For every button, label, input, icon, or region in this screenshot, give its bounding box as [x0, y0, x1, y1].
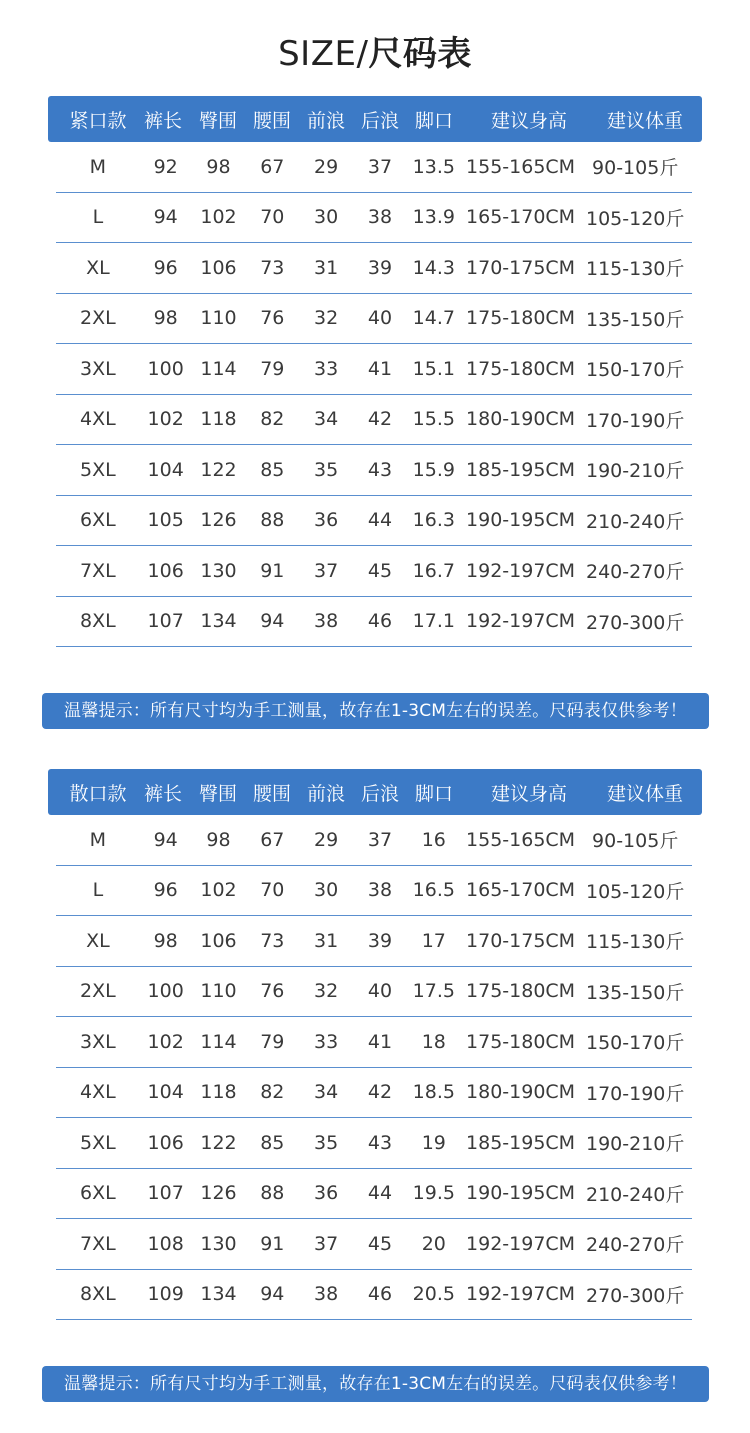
table-cell: 94: [260, 1283, 285, 1306]
table-cell: 108: [147, 1232, 184, 1255]
table-cell: 19: [421, 1131, 446, 1154]
table-cell: 114: [200, 1030, 237, 1053]
table-cell: 41: [367, 357, 393, 380]
table-row: [56, 967, 692, 1018]
column-header: 散口款: [69, 782, 127, 805]
table-row: [56, 1270, 692, 1321]
table-cell: 70: [260, 206, 285, 229]
table-cell: 20.5: [412, 1283, 455, 1306]
table-cell: 114: [200, 357, 237, 380]
column-header: 前浪: [306, 782, 345, 805]
table-cell: 115-130斤: [585, 258, 685, 281]
table-cell: 106: [147, 559, 184, 582]
table-row: [56, 1118, 692, 1169]
column-header: 建议体重: [606, 109, 683, 132]
table-cell: 106: [147, 1131, 184, 1154]
table-cell: 76: [260, 307, 285, 330]
size-label-cell: 4XL: [80, 408, 116, 431]
page-title: [0, 28, 750, 80]
table-cell: 17.5: [412, 980, 455, 1003]
size-label-cell: XL: [86, 929, 110, 952]
table-cell: 240-270斤: [585, 1234, 685, 1257]
table-cell: 30: [314, 206, 339, 229]
table-cell: 44: [367, 1182, 393, 1205]
table-cell: 130: [200, 1232, 237, 1255]
table-cell: 185-195CM: [466, 458, 576, 481]
table-cell: 32: [314, 307, 339, 330]
column-header: 脚口: [414, 782, 453, 805]
table-cell: 126: [200, 509, 237, 532]
table-cell: 270-300斤: [585, 611, 685, 634]
table-cell: 42: [367, 408, 393, 431]
table-cell: 76: [260, 980, 285, 1003]
table-cell: 192-197CM: [466, 1232, 576, 1255]
table-row: [56, 546, 692, 597]
table-cell: 170-190斤: [585, 409, 685, 432]
table-cell: 100: [147, 357, 184, 380]
size-label-cell: 7XL: [80, 1232, 116, 1255]
size-label-cell: 2XL: [80, 307, 116, 330]
size-label-cell: 5XL: [80, 1131, 116, 1154]
column-header: 建议体重: [606, 782, 683, 805]
table-row: [56, 916, 692, 967]
table-cell: 36: [314, 1182, 339, 1205]
table-header: [48, 96, 702, 142]
size-label-cell: 3XL: [80, 357, 116, 380]
table-cell: 37: [314, 1232, 339, 1255]
table-cell: 96: [153, 879, 178, 902]
table-cell: 175-180CM: [466, 307, 576, 330]
table-cell: 105: [147, 509, 184, 532]
table-cell: 155-165CM: [466, 828, 576, 851]
table-cell: 85: [260, 458, 285, 481]
column-header: 腰围: [252, 782, 291, 805]
table-cell: 190-195CM: [466, 509, 576, 532]
table-cell: 170-175CM: [466, 929, 576, 952]
table-cell: 102: [200, 206, 237, 229]
table-cell: 39: [367, 256, 393, 279]
size-label-cell: L: [92, 879, 104, 902]
table-body: [56, 142, 692, 647]
table-cell: 122: [200, 458, 237, 481]
size-label-cell: L: [92, 206, 104, 229]
table-cell: 192-197CM: [466, 610, 576, 633]
table-cell: 16.5: [412, 879, 455, 902]
table-cell: 122: [200, 1131, 237, 1154]
size-table-tight-cuff: [48, 96, 702, 647]
table-cell: 94: [153, 206, 178, 229]
table-cell: 37: [367, 155, 393, 178]
table-cell: 180-190CM: [466, 1081, 576, 1104]
table-cell: 107: [147, 1182, 184, 1205]
table-row: [56, 866, 692, 917]
table-row: [56, 1017, 692, 1068]
table-cell: 170-190斤: [585, 1082, 685, 1105]
table-cell: 43: [367, 1131, 393, 1154]
table-cell: 46: [367, 610, 393, 633]
table-cell: 98: [206, 155, 231, 178]
size-label-cell: 2XL: [80, 980, 116, 1003]
table-cell: 192-197CM: [466, 559, 576, 582]
table-cell: 15.5: [412, 408, 455, 431]
size-label-cell: 8XL: [80, 1283, 116, 1306]
column-header: 后浪: [360, 782, 399, 805]
table-cell: 150-170斤: [585, 1032, 685, 1055]
table-cell: 88: [260, 1182, 285, 1205]
table-row: [56, 496, 692, 547]
table-cell: 118: [200, 408, 237, 431]
table-cell: 110: [200, 307, 237, 330]
column-header: 建议身高: [490, 109, 567, 132]
table-cell: 73: [260, 256, 285, 279]
table-cell: 170-175CM: [466, 256, 576, 279]
table-cell: 38: [367, 879, 393, 902]
table-cell: 14.3: [412, 256, 455, 279]
table-cell: 105-120斤: [585, 207, 685, 230]
size-label-cell: 4XL: [80, 1081, 116, 1104]
table-cell: 16.7: [412, 559, 455, 582]
table-cell: 73: [260, 929, 285, 952]
table-cell: 45: [367, 1232, 393, 1255]
measurement-tip-banner: 温馨提示：所有尺寸均为手工测量，故存在1-3CM左右的误差。尺码表仅供参考！: [42, 1366, 709, 1402]
size-label-cell: 5XL: [80, 458, 116, 481]
table-cell: 17: [421, 929, 446, 952]
table-cell: 175-180CM: [466, 980, 576, 1003]
table-cell: 36: [314, 509, 339, 532]
table-cell: 35: [314, 1131, 339, 1154]
table-cell: 102: [200, 879, 237, 902]
size-label-cell: 6XL: [80, 509, 116, 532]
table-row: [56, 395, 692, 446]
size-label-cell: 8XL: [80, 610, 116, 633]
table-cell: 110: [200, 980, 237, 1003]
table-cell: 134: [200, 1283, 237, 1306]
column-header: 裤长: [144, 782, 183, 805]
table-row: [56, 142, 692, 193]
table-cell: 13.9: [412, 206, 455, 229]
column-header: 前浪: [306, 109, 345, 132]
table-cell: 29: [314, 828, 339, 851]
column-header: 腰围: [252, 109, 291, 132]
table-cell: 180-190CM: [466, 408, 576, 431]
table-cell: 34: [314, 1081, 339, 1104]
table-cell: 104: [147, 1081, 184, 1104]
page-title-cn: 尺码表: [368, 34, 472, 74]
table-cell: 104: [147, 458, 184, 481]
table-cell: 82: [260, 408, 285, 431]
table-cell: 94: [260, 610, 285, 633]
table-row: [56, 1169, 692, 1220]
table-cell: 37: [314, 559, 339, 582]
table-cell: 38: [314, 610, 339, 633]
size-table-loose-cuff: [48, 769, 702, 1320]
column-header: 紧口款: [69, 109, 127, 132]
table-cell: 155-165CM: [466, 155, 576, 178]
table-cell: 20: [421, 1232, 446, 1255]
table-row: [56, 445, 692, 496]
table-cell: 79: [260, 1030, 285, 1053]
table-cell: 13.5: [412, 155, 455, 178]
table-cell: 91: [260, 559, 285, 582]
table-header: [48, 769, 702, 815]
table-cell: 90-105斤: [592, 830, 679, 853]
table-cell: 135-150斤: [585, 308, 685, 331]
column-header: 建议身高: [490, 782, 567, 805]
table-cell: 34: [314, 408, 339, 431]
table-cell: 32: [314, 980, 339, 1003]
table-cell: 42: [367, 1081, 393, 1104]
table-cell: 18: [421, 1030, 446, 1053]
table-cell: 39: [367, 929, 393, 952]
table-cell: 190-210斤: [585, 460, 685, 483]
table-cell: 126: [200, 1182, 237, 1205]
table-cell: 118: [200, 1081, 237, 1104]
table-cell: 88: [260, 509, 285, 532]
table-body: [56, 815, 692, 1320]
size-label-cell: 3XL: [80, 1030, 116, 1053]
table-cell: 67: [260, 828, 285, 851]
table-cell: 38: [314, 1283, 339, 1306]
table-cell: 106: [200, 929, 237, 952]
size-label-cell: XL: [86, 256, 110, 279]
table-cell: 102: [147, 408, 184, 431]
table-cell: 33: [314, 357, 339, 380]
table-cell: 43: [367, 458, 393, 481]
table-cell: 105-120斤: [585, 880, 685, 903]
column-header: 脚口: [414, 109, 453, 132]
column-header: 臀围: [198, 109, 237, 132]
table-row: [56, 193, 692, 244]
table-cell: 44: [367, 509, 393, 532]
size-label-cell: M: [89, 828, 107, 851]
table-cell: 16.3: [412, 509, 455, 532]
table-row: [56, 344, 692, 395]
table-cell: 210-240斤: [585, 510, 685, 533]
table-cell: 107: [147, 610, 184, 633]
column-header: 后浪: [360, 109, 399, 132]
table-cell: 30: [314, 879, 339, 902]
size-label-cell: 7XL: [80, 559, 116, 582]
table-cell: 85: [260, 1131, 285, 1154]
table-cell: 91: [260, 1232, 285, 1255]
table-cell: 109: [147, 1283, 184, 1306]
page-title-en: SIZE/: [278, 34, 369, 74]
table-cell: 67: [260, 155, 285, 178]
table-cell: 165-170CM: [466, 206, 576, 229]
table-cell: 98: [206, 828, 231, 851]
table-cell: 115-130斤: [585, 931, 685, 954]
size-label-cell: 6XL: [80, 1182, 116, 1205]
table-row: [56, 1068, 692, 1119]
table-cell: 31: [314, 929, 339, 952]
table-cell: 135-150斤: [585, 981, 685, 1004]
table-cell: 15.1: [412, 357, 455, 380]
table-cell: 38: [367, 206, 393, 229]
table-cell: 192-197CM: [466, 1283, 576, 1306]
table-cell: 70: [260, 879, 285, 902]
table-row: [56, 294, 692, 345]
table-cell: 134: [200, 610, 237, 633]
table-cell: 190-195CM: [466, 1182, 576, 1205]
table-cell: 100: [147, 980, 184, 1003]
table-cell: 41: [367, 1030, 393, 1053]
table-cell: 40: [367, 980, 393, 1003]
table-cell: 35: [314, 458, 339, 481]
table-cell: 46: [367, 1283, 393, 1306]
table-cell: 33: [314, 1030, 339, 1053]
table-cell: 175-180CM: [466, 1030, 576, 1053]
measurement-tip-banner: 温馨提示：所有尺寸均为手工测量，故存在1-3CM左右的误差。尺码表仅供参考！: [42, 693, 709, 729]
table-cell: 15.9: [412, 458, 455, 481]
table-cell: 106: [200, 256, 237, 279]
table-cell: 270-300斤: [585, 1284, 685, 1307]
table-cell: 210-240斤: [585, 1183, 685, 1206]
table-cell: 29: [314, 155, 339, 178]
table-cell: 175-180CM: [466, 357, 576, 380]
table-cell: 90-105斤: [592, 157, 679, 180]
table-cell: 37: [367, 828, 393, 851]
table-cell: 98: [153, 929, 178, 952]
table-cell: 18.5: [412, 1081, 455, 1104]
column-header: 裤长: [144, 109, 183, 132]
table-cell: 40: [367, 307, 393, 330]
table-cell: 185-195CM: [466, 1131, 576, 1154]
table-cell: 17.1: [412, 610, 455, 633]
table-row: [56, 815, 692, 866]
table-cell: 82: [260, 1081, 285, 1104]
table-cell: 31: [314, 256, 339, 279]
column-header: 臀围: [198, 782, 237, 805]
table-cell: 19.5: [412, 1182, 455, 1205]
table-cell: 102: [147, 1030, 184, 1053]
table-cell: 98: [153, 307, 178, 330]
table-cell: 240-270斤: [585, 561, 685, 584]
table-cell: 45: [367, 559, 393, 582]
table-cell: 16: [421, 828, 446, 851]
table-cell: 190-210斤: [585, 1133, 685, 1156]
table-cell: 92: [153, 155, 178, 178]
table-row: [56, 597, 692, 648]
table-row: [56, 243, 692, 294]
table-cell: 150-170斤: [585, 359, 685, 382]
table-cell: 96: [153, 256, 178, 279]
table-row: [56, 1219, 692, 1270]
table-cell: 14.7: [412, 307, 455, 330]
table-cell: 94: [153, 828, 178, 851]
table-cell: 79: [260, 357, 285, 380]
table-cell: 165-170CM: [466, 879, 576, 902]
size-label-cell: M: [89, 155, 107, 178]
table-cell: 130: [200, 559, 237, 582]
